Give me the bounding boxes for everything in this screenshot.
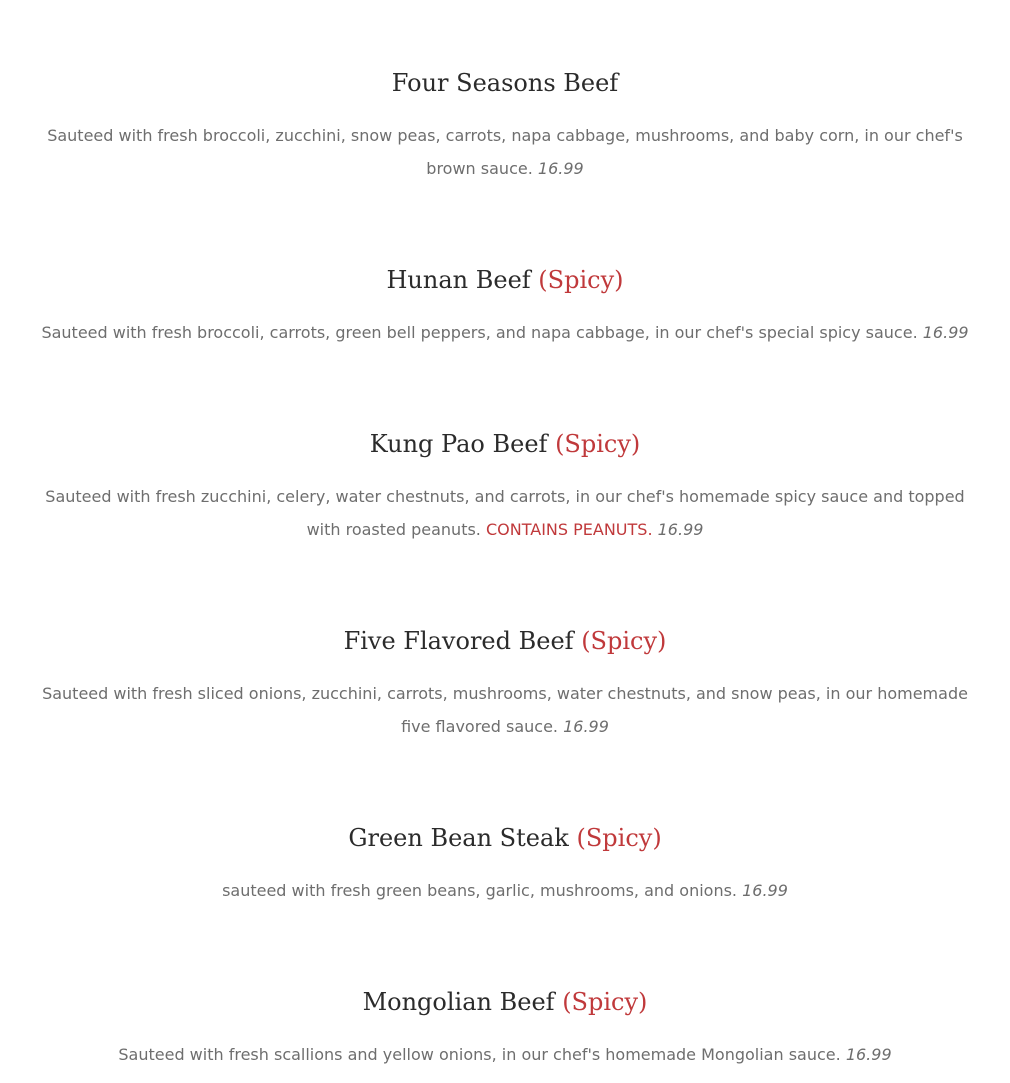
item-name: Hunan Beef	[386, 266, 531, 294]
item-description	[40, 677, 970, 743]
item-name: Mongolian Beef	[362, 988, 555, 1016]
item-price: 16.99	[742, 881, 788, 900]
item-name: Kung Pao Beef	[369, 430, 548, 458]
item-description	[40, 119, 970, 185]
item-price: 16.99	[657, 520, 704, 539]
menu-item-four-seasons-beef	[40, 68, 970, 185]
menu-item-five-flavored-beef	[40, 626, 970, 743]
item-price: 16.99	[845, 1045, 892, 1064]
item-price: 16.99	[563, 717, 609, 736]
item-name: Four Seasons Beef	[391, 69, 619, 97]
spicy-label: (Spicy)	[562, 988, 648, 1016]
spicy-label: (Spicy)	[538, 266, 624, 294]
item-title	[40, 429, 970, 459]
item-price: 16.99	[537, 159, 584, 178]
spicy-label: (Spicy)	[581, 627, 667, 655]
allergen-warning: CONTAINS PEANUTS.	[485, 520, 653, 539]
item-title	[40, 68, 970, 98]
description-text: Sauteed with fresh sliced onions, zucchini, carrots, mushrooms, water chestnuts, and snow peas, in our homemade five flavored sauce.	[42, 684, 968, 736]
item-description	[40, 874, 970, 907]
menu-item-green-bean-steak	[40, 823, 970, 907]
description-text: Sauteed with fresh zucchini, celery, water chestnuts, and carrots, in our chef's homemade spicy sauce and topped with roasted peanuts.	[45, 487, 965, 539]
spicy-label: (Spicy)	[555, 430, 641, 458]
description-text: Sauteed with fresh scallions and yellow onions, in our chef's homemade Mongolian sauce.	[118, 1045, 841, 1064]
menu-item-kung-pao-beef	[40, 429, 970, 546]
menu-item-hunan-beef	[40, 265, 970, 349]
item-title	[40, 265, 970, 295]
item-description	[40, 480, 970, 546]
item-name: Five Flavored Beef	[343, 627, 574, 655]
item-price: 16.99	[922, 323, 969, 342]
item-title	[40, 987, 970, 1017]
item-title	[40, 823, 970, 853]
description-text: Sauteed with fresh broccoli, zucchini, snow peas, carrots, napa cabbage, mushrooms, and baby corn, in our chef's brown sauce.	[47, 126, 963, 178]
item-description	[40, 316, 970, 349]
item-description	[40, 1038, 970, 1071]
spicy-label: (Spicy)	[576, 824, 662, 852]
item-title	[40, 626, 970, 656]
description-text: sauteed with fresh green beans, garlic, mushrooms, and onions.	[222, 881, 738, 900]
description-text: Sauteed with fresh broccoli, carrots, green bell peppers, and napa cabbage, in our chef's special spicy sauce.	[41, 323, 918, 342]
item-name: Green Bean Steak	[348, 824, 569, 852]
menu-item-mongolian-beef	[40, 987, 970, 1071]
